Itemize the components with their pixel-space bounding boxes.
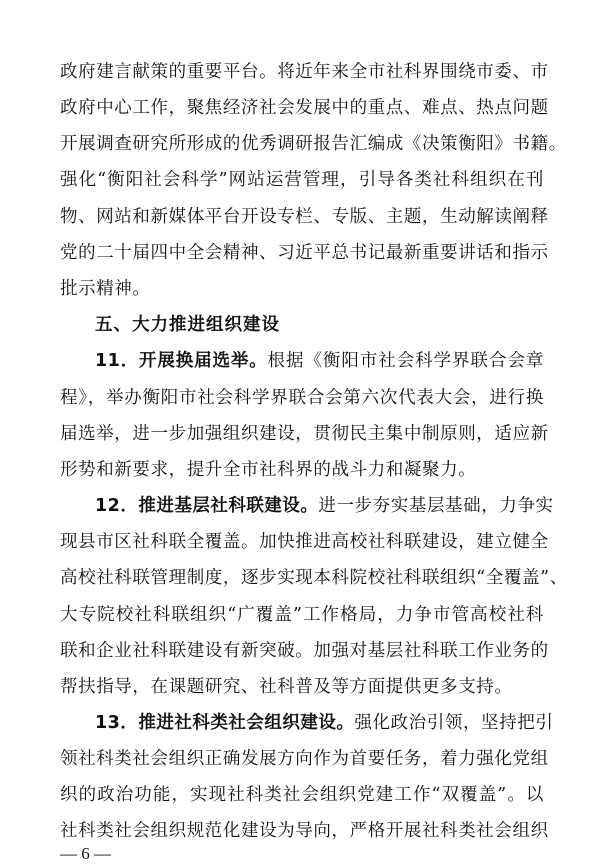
body-line: 政府中心工作，聚焦经济社会发展中的重点、难点、热点问题 — [60, 98, 549, 118]
body-line: 党的二十届四中全会精神、习近平总书记最新重要讲话和指示 — [60, 243, 549, 263]
item-13-text: 强化政治引领，坚持把引 — [354, 713, 554, 733]
body-line: 社科类社会组织规范化建设为导向，严格开展社科类社会组织 — [60, 821, 549, 841]
body-line: 程》，举办衡阳市社会科学界联合会第六次代表大会，进行换 — [60, 388, 544, 408]
body-line: 物、网站和新媒体平台开设专栏、专版、主题，生动解读阐释 — [60, 207, 549, 227]
body-line: 届选举，进一步加强组织建设，贯彻民主集中制原则，适应新 — [60, 424, 549, 444]
body-line: 形势和新要求，提升全市社科界的战斗力和凝聚力。 — [60, 460, 477, 480]
body-line: 开展调查研究所形成的优秀调研报告汇编成《决策衡阳》书籍。 — [60, 134, 567, 154]
body-line: 高校社科联管理制度，逐步实现本科院校社科联组织“全覆盖”、 — [60, 568, 568, 588]
item-12-text: 进一步夯实基层基础，力争实 — [318, 496, 554, 516]
page-number: — 6 — — [60, 844, 111, 863]
body-line: 政府建言献策的重要平台。将近年来全市社科界围绕市委、市 — [60, 62, 549, 82]
item-11-lead: 11．开展换届选举。 — [95, 351, 268, 371]
body-line: 织的政治功能，实现社科类社会组织党建工作“双覆盖”。以 — [60, 785, 544, 805]
item-13-lead: 13．推进社科类社会组织建设。 — [95, 713, 355, 733]
body-line: 现县市区社科联全覆盖。加快推进高校社科联建设，建立健全 — [60, 532, 549, 552]
item-12-first-line — [95, 495, 554, 517]
item-11-text: 根据《衡阳市社会科学界联合会章 — [267, 351, 545, 371]
item-12-lead: 12．推进基层社科联建设。 — [95, 496, 319, 516]
section-heading: 五、大力推进组织建设 — [95, 315, 280, 335]
body-line: 领社科类社会组织正确发展方向作为首要任务，着力强化党组 — [60, 749, 549, 769]
body-line: 帮扶指导，在课题研究、社科普及等方面提供更多支持。 — [60, 677, 513, 697]
item-11-first-line — [95, 350, 544, 372]
body-line: 大专院校社科联组织“广覆盖”工作格局，力争市管高校社科 — [60, 605, 544, 625]
body-line: 联和企业社科联建设有新突破。加强对基层社科联工作业务的 — [60, 641, 549, 661]
body-line: 强化“衡阳社会科学”网站运营管理，引导各类社科组织在刊 — [60, 170, 544, 190]
item-13-first-line — [95, 712, 554, 734]
body-line: 批示精神。 — [60, 279, 151, 299]
